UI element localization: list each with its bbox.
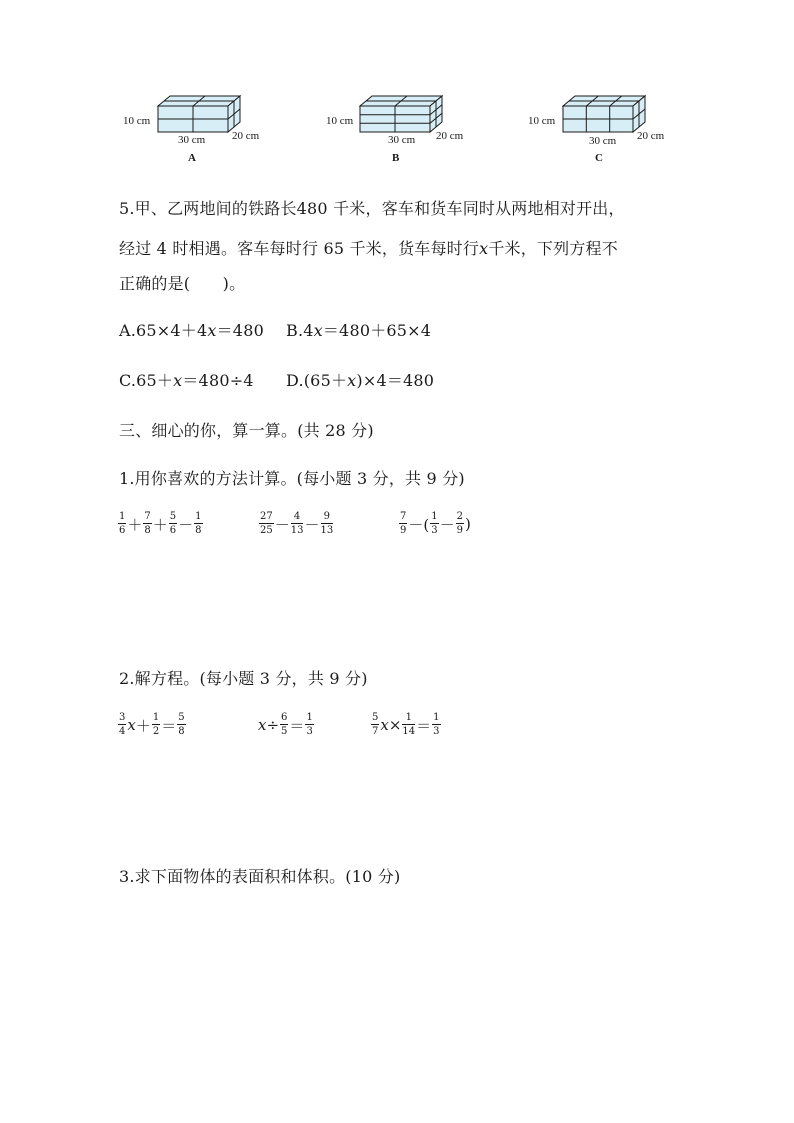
fraction: $\frac{3}{4}$ [119, 712, 126, 737]
fraction: $\frac{5}{8}$ [178, 712, 185, 737]
fraction: $\frac{1}{3}$ [433, 712, 440, 737]
option-c: C.65＋x＝480÷4 [119, 371, 254, 390]
equation-3: $\frac{5}{7}$ x× $\frac{1}{14}$ ＝ $\frac{1}{3}$ [372, 712, 440, 737]
fraction: $\frac{5}{6}$ [169, 511, 177, 536]
calc-question-title: 1.用你喜欢的方法计算。(每小题 3 分，共 9 分) [119, 469, 465, 488]
fraction: $\frac{5}{7}$ [372, 712, 379, 737]
fraction: $\frac{1}{6}$ [119, 511, 126, 536]
fraction: $\frac{6}{5}$ [281, 712, 288, 737]
fraction: $\frac{1}{3}$ [431, 511, 438, 536]
surface-volume-question-title: 3.求下面物体的表面积和体积。(10 分) [119, 867, 401, 886]
figure-label: B [392, 152, 400, 164]
fraction: $\frac{1}{3}$ [306, 712, 313, 737]
width-label: 20 cm [232, 130, 260, 142]
length-label: 30 cm [589, 135, 617, 147]
calc-expression-3: $\frac{7}{9}$ －( $\frac{1}{3}$ － $\frac{2}{9}$ ) [400, 511, 471, 536]
q5-line-3: 正确的是( )。 [119, 274, 246, 293]
fraction: $\frac{1}{14}$ [402, 712, 416, 737]
fraction: $\frac{1}{8}$ [195, 511, 202, 536]
equation-question-title: 2.解方程。(每小题 3 分，共 9 分) [119, 669, 368, 688]
q5-line-1: 5.甲、乙两地间的铁路长480 千米，客车和货车同时从两地相对开出， [119, 199, 625, 218]
width-label: 20 cm [436, 130, 464, 142]
fraction: $\frac{7}{9}$ [400, 511, 407, 536]
fraction: $\frac{2}{9}$ [456, 511, 463, 536]
height-label: 10 cm [123, 115, 151, 127]
height-label: 10 cm [528, 115, 556, 127]
width-label: 20 cm [637, 130, 665, 142]
q5-options-row-2 [119, 368, 435, 391]
fraction: $\frac{27}{25}$ [260, 511, 273, 536]
figure-label: C [595, 152, 603, 164]
figure-a [120, 90, 280, 170]
length-label: 30 cm [388, 134, 416, 146]
fraction: $\frac{1}{2}$ [152, 712, 160, 737]
calc-expression-1: $\frac{1}{6}$ ＋ $\frac{7}{8}$ ＋ $\frac{5}{6}$ － $\frac{1}{8}$ [119, 511, 202, 536]
fraction: $\frac{7}{8}$ [144, 511, 151, 536]
figure-c [525, 90, 685, 170]
calc-expression-2: $\frac{27}{25}$ － $\frac{4}{13}$ － $\frac{9}{13}$ [260, 511, 334, 536]
variable-x: x [479, 239, 489, 258]
fraction: $\frac{4}{13}$ [290, 511, 304, 536]
equation-2: x÷ $\frac{6}{5}$ ＝ $\frac{1}{3}$ [258, 712, 313, 737]
option-d: D.(65＋x)×4＝480 [286, 371, 435, 390]
q5-options-row-1 [119, 318, 432, 341]
option-a: A.65×4＋4x＝480 [119, 321, 264, 340]
figures-row [0, 90, 794, 170]
figure-label: A [188, 152, 196, 164]
height-label: 10 cm [326, 115, 354, 127]
section-3-title: 三、细心的你，算一算。(共 28 分) [119, 421, 374, 440]
length-label: 30 cm [178, 134, 206, 146]
figure-b [322, 90, 482, 170]
option-b: B.4x＝480＋65×4 [286, 321, 432, 340]
q5-line-2: 经过 4 时相遇。客车每时行 65 千米，货车每时行x千米，下列方程不 [119, 239, 618, 258]
equation-1: $\frac{3}{4}$ x＋ $\frac{1}{2}$ ＝ $\frac{5}{8}$ [119, 712, 185, 737]
fraction: $\frac{9}{13}$ [320, 511, 334, 536]
